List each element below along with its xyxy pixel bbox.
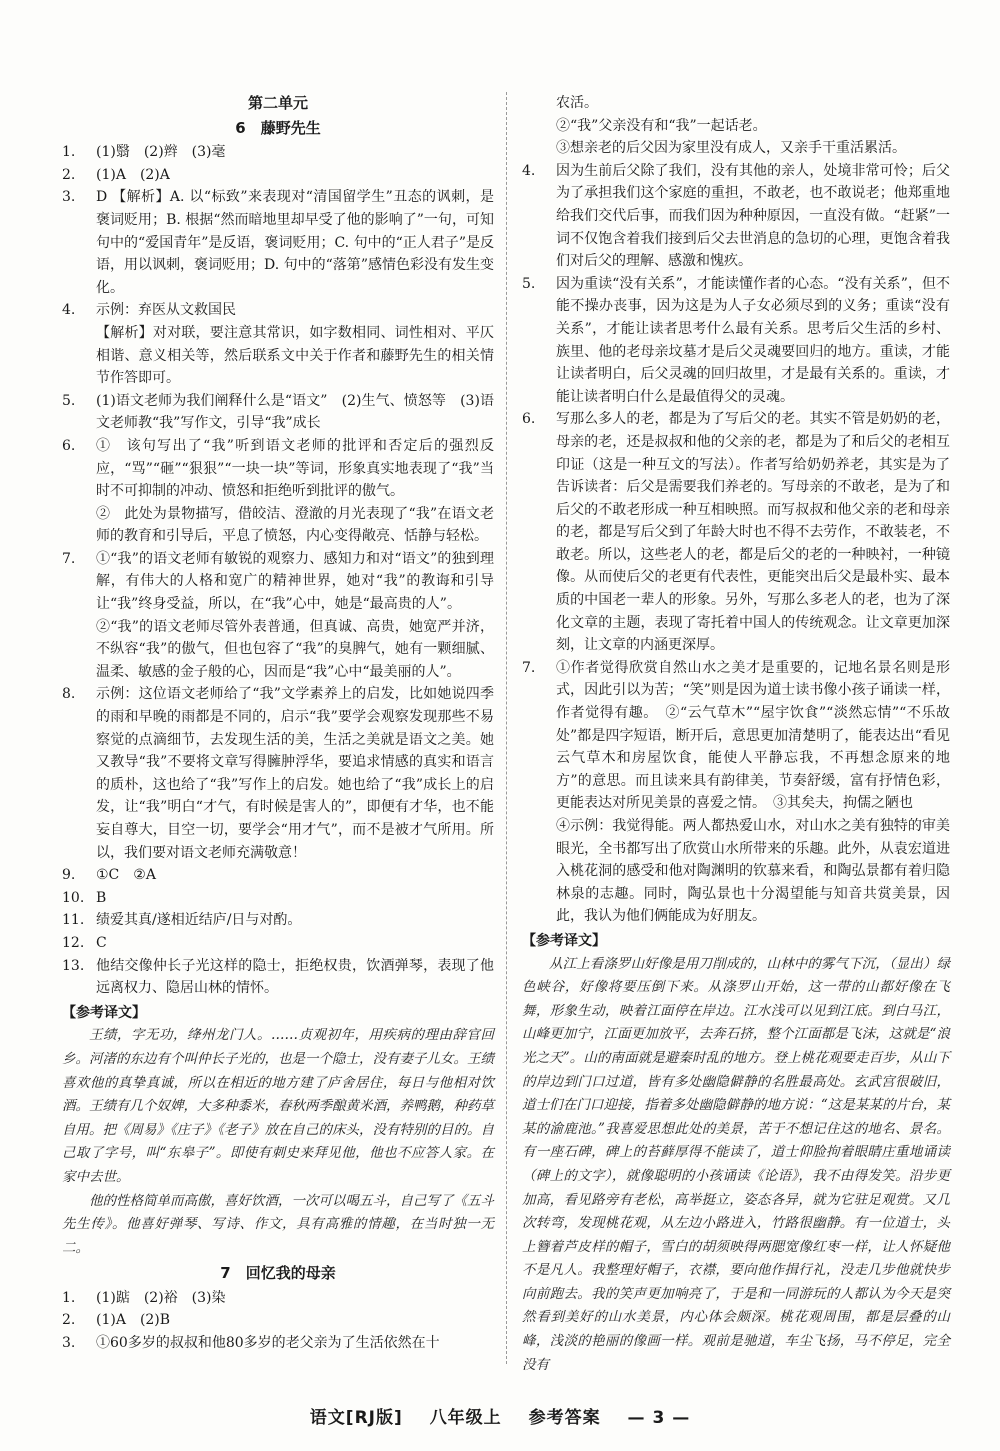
page-number: — 3 — bbox=[627, 1408, 691, 1428]
answer-item: 6. ① 该句写出了“我”听到语文老师的批评和否定后的强烈反应，“骂”“砸”“狠狠”“一块一块”等词，形象真实地表现了“我”当时不可抑制的冲动、愤怒和拒绝听到批评的傲气。 bbox=[62, 437, 494, 500]
answer-item: 12. C bbox=[62, 934, 107, 951]
answer-item: 2. (1)A (2)B bbox=[62, 1312, 171, 1329]
answer-sub: ③想亲老的后父因为家里没有成人，又亲手干重活累活。 bbox=[556, 140, 906, 157]
column-divider bbox=[506, 92, 507, 1364]
answer-item: 9. ①C ②A bbox=[62, 867, 156, 884]
footer-grade: 八年级上 bbox=[429, 1408, 502, 1428]
answer-item: 5. (1)语文老师为我们阐释什么是“语文” (2)生气、愤怒等 (3)语文老师教“我”写作文，引导“我”成长 bbox=[62, 392, 494, 432]
answer-item: 1. (1)翳 (2)辫 (3)毫 bbox=[62, 144, 226, 161]
reference-translation-label: 【参考译文】 bbox=[62, 1004, 146, 1021]
answer-item: 13. 他结交像仲长子光这样的隐士，拒绝权贵，饮酒弹琴，表现了他远离权力、隐居山林的情怀。 bbox=[62, 957, 494, 997]
answer-item: 2. (1)A (2)A bbox=[62, 166, 170, 183]
answer-item: 7. ①作者觉得欣赏自然山水之美才是重要的，记地名景名则是形式，因此引以为苦；“笑”则是因为道士读书像小孩子诵读一样，作者觉得有趣。 ②“云气草木”“屋宇饮食”“淡然忘情”“不乐故处”都是四字短语，断开后，意思更加清楚明了，能表达出“看见云气草木和房屋饮食，能使人平静忘我，不再想念原来的地方”的意思。而且读来具有韵律美，节奏舒缓，富有抒情色彩，更能表达对所见美景的喜爱之情。 ③其矣夫，拘儒之陋也 bbox=[522, 659, 950, 812]
translation-paragraph: 王绩，字无功，绛州龙门人。……贞观初年，用疾病的理由辞官回乡。河渚的东边有个叫仲长子光的，也是一个隐士，没有妻子儿女。王绩喜欢他的真挚真诚，所以在相近的地方建了庐舍居住，每日与他相对饮酒。王绩有几个奴婢，大多种黍米，春秋两季酿黄米酒，养鸭鹅，种药草自用。把《周易》《庄子》《老子》放在自己的床头，没有特别的目的。自己取了字号，叫“东皋子”。即使有刺史来拜见他，他也不应答人家。在家中去世。 bbox=[62, 1027, 494, 1185]
unit-title: 第二单元 bbox=[247, 94, 308, 112]
answer-item: 5. 因为重读“没有关系”，才能读懂作者的心态。“没有关系”，但不能不操办丧事，因为这是为人子女必须尽到的义务；重读“没有关系”，才能让读者思考什么最有关系。思考后父生活的乡村、族里、他的老母亲坟墓才是后父灵魂要回归的地方。重读，才能让读者明白，后父灵魂的回归故里，才是最有关系的。重读，才能让读者明白什么是最值得父的灵魂。 bbox=[522, 275, 950, 405]
answer-item: 8. 示例：这位语文老师给了“我”文学素养上的启发，比如她说四季的雨和早晚的雨都是不同的，启示“我”要学会观察发现那些不易察觉的点滴细节，去发现生活的美，生活之美就是语文之美。她又教导“我”不要将文章写得臃肿浮华，要追求情感的真实和语言的质朴，这也给了“我”写作上的启发。她也给了“我”成长上的启发，让“我”明白“才气，有时候是害人的”，即便有才华，也不能妄自尊大，目空一切，要学会“用才气”，而不是被才气所用。所以，我们要对语文老师充满敬意！ bbox=[62, 686, 494, 861]
answer-item: 7. ①“我”的语文老师有敏锐的观察力、感知力和对“语文”的独到理解，有伟大的人格和宽广的精神世界，她对“我”的教诲和引导让“我”终身受益，所以，在“我”心中，她是“最高贵的人”。 bbox=[62, 550, 494, 613]
footer-kind: 参考答案 bbox=[528, 1408, 601, 1428]
answer-sub: ④示例：我觉得能。两人都热爱山水，对山水之美有独特的审美眼光，全书都写出了欣赏山水所带来的乐趣。此外，从袁宏道进入桃花洞的感受和他对陶渊明的钦慕来看，和陶弘景都有着归隐林泉的志趣。同时，陶弘景也十分渴望能与知音共赏美景，因此，我认为他们俩能成为好朋友。 bbox=[556, 818, 950, 925]
translation-paragraph: 他的性格简单而高傲，喜好饮酒，一次可以喝五斗，自己写了《五斗先生传》。他喜好弹琴、写诗、作文，具有高雅的情趣，在当时独一无二。 bbox=[62, 1192, 494, 1256]
answer-item: 4. 示例：弃医从文救国民 bbox=[62, 302, 236, 319]
lesson-7-title: 7 回忆我的母亲 bbox=[220, 1264, 336, 1283]
reference-translation-label: 【参考译文】 bbox=[522, 932, 606, 949]
answer-item: 10. B bbox=[62, 889, 107, 906]
page-footer bbox=[0, 1406, 1000, 1431]
answer-item: 4. 因为生前后父除了我们，没有其他的亲人，处境非常可怜；后父为了承担我们这个家庭的重担，不敢老，也不敢说老；他郑重地给我们交代后事，而我们因为种种原因，一直没有做。“赶紧”一词不仅饱含着我们接到后父去世消息的急切的心理，更饱含着我们对后父的理解、感激和愧疚。 bbox=[522, 162, 950, 270]
answer-item: 6. 写那么多人的老，都是为了写后父的老。其实不管是奶奶的老，母亲的老，还是叔叔和他的父亲的老，都是为了和后父的老相互印证（这是一种互文的写法）。作者写给奶奶养老，其实是为了告诉读者：后父是需要我们养老的。写母亲的不敢老，是为了和后父的不敢老形成一种互相映照。而写叔叔和他父亲的老和母亲的老，都是写后父到了年龄大时也不得不去劳作，不敢装老，不敢老。所以，这些老人的老，都是后父的老的一种映衬，一种镜像。从而使后父的老更有代表性，更能突出后父是最朴实、最本质的中国老一辈人的形象。另外，写那么多老人的老，也为了深化文章的主题，表现了寄托着中国人的传统观念。让文章更加深刻，让文章的内涵更深厚。 bbox=[522, 411, 950, 654]
translation-paragraph: 从江上看涤罗山好像是用刀削成的，山林中的雾气下沉，（显出）绿色峡谷，好像将要压倒下来。从涤罗山开始，这一带的山都好像在飞舞，形象生动，映着江面停在岸边。江水浅可以见到江底。到白马江，山峰更加宁，江面更加放平，去奔石挤，整个江面都是飞沫，这就是“浪光之天”。山的南面就是避秦时乱的地方。登上桃花观要走百步，从山下的岸边到门口过道，皆有多处幽隐僻静的名胜最高处。玄武宫很破旧，道士们在门口迎接，指着多处幽隐僻静的地方说：“这是某某的片台，某某的渝鹿池。”我喜爱思想此处的美景，苦于不想记住这的地名、景名。有一座石碑，碑上的苔藓厚得不能读了，道士仰脸拘着眼睛庄重地诵读（碑上的文字），就像聪明的小孩诵读《论语》，我不由得发笑。沿步更加高，看见路旁有老松，高举挺立，姿态各异，就为它驻足观赏。又几次转弯，发现桃花观，从左边小路进入，竹路很幽静。有一位道士，头上簪着芦皮样的帽子，雪白的胡须映得两腮宽像红枣一样，让人怀疑他不是凡人。我整理好帽子，衣襟，要向他作揖行礼，没走几步他就快步向前跑去。我的笑声更加响亮了，于是和一同游玩的人都认为今天是突然看到美好的山水美景，内心体会颇深。桃花观周围，都是层叠的山峰，浅淡的艳丽的像画一样。观前是驰道，车尘飞扬，马不停足，完全没有 bbox=[522, 955, 950, 1373]
answer-item: 1. (1)踮 (2)裕 (3)染 bbox=[62, 1289, 226, 1306]
answer-analysis: 【解析】对对联，要注意其常识，如字数相同、词性相对、平仄相谐、意义相关等，然后联系文中关于作者和藤野先生的相关情节作答即可。 bbox=[96, 324, 494, 387]
answer-item: 3. D 【解析】A. 以“标致”来表现对“清国留学生”丑态的讽刺，是褒词贬用；B. 根据“然而暗地里却早受了他的影响了”一句，可知句中的“爱国青年”是反语，褒词贬用；C. 句中的“正人君子”是反语，用以讽刺，褒词贬用；D. 句中的“落第”感情色彩没有发生变化。 bbox=[62, 189, 494, 296]
footer-subject: 语文[RJ版] bbox=[309, 1408, 403, 1428]
answer-sub: ②“我”父亲没有和“我”一起话老。 bbox=[556, 117, 767, 134]
lesson-6-title: 6 藤野先生 bbox=[235, 118, 321, 137]
answer-sub: ②“我”的语文老师尽管外表普通，但真诚、高贵，她宽严并济，不纵容“我”的傲气，但也包容了“我”的臭脾气，她有一颗细腻、温柔、敏感的金子般的心，因而是“我”心中“最美丽的人”。 bbox=[96, 618, 494, 680]
answer-sub: ② 此处为景物描写，借皎洁、澄澈的月光表现了“我”在语文老师的教育和引导后，平息了愤怒，内心变得敞亮、恬静与轻松。 bbox=[96, 505, 494, 545]
right-column bbox=[522, 92, 950, 1377]
left-column bbox=[62, 92, 494, 1355]
answer-item: 11. 绩爱其真/遂相近结庐/日与对酌。 bbox=[62, 912, 302, 929]
answer-sub: 农活。 bbox=[556, 95, 598, 111]
answer-item: 3. ①60多岁的叔叔和他80多岁的老父亲为了生活依然在十 bbox=[62, 1335, 440, 1352]
